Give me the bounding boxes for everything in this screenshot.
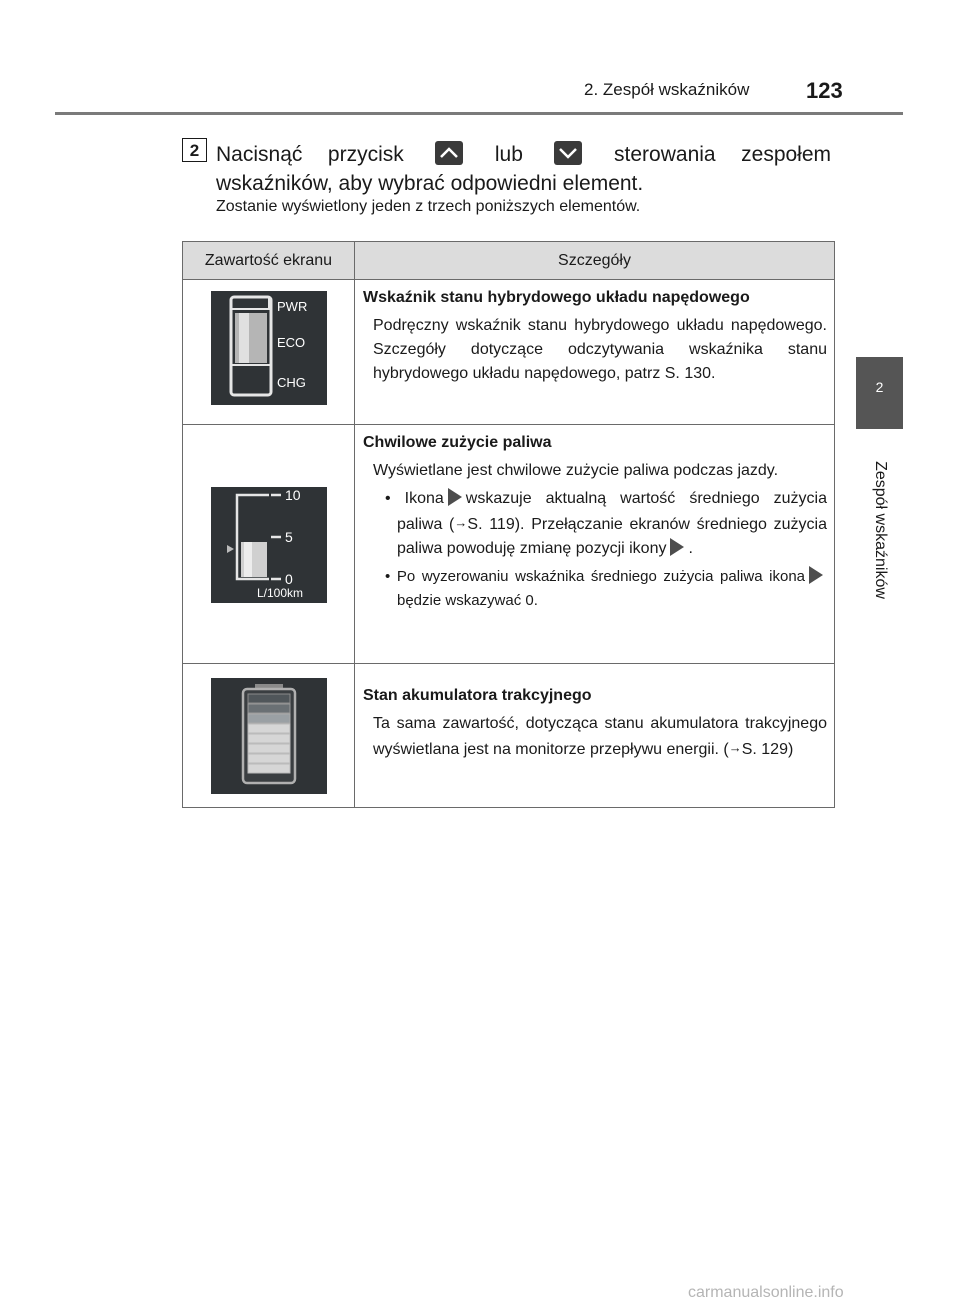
- triangle-marker-icon: [670, 538, 684, 556]
- bullet-item: [363, 565, 827, 613]
- unit-label: L/100km: [256, 586, 303, 600]
- bullet-text: Ikona: [404, 490, 444, 507]
- row-title: Wskaźnik stanu hybrydowego układu napędowego: [363, 289, 750, 306]
- watermark: carmanualsonline.info: [688, 1284, 844, 1301]
- page-number: 123: [806, 78, 843, 103]
- content-table: [182, 241, 835, 808]
- image-cell: [183, 664, 355, 808]
- description-text: Ta sama zawartość, dotycząca stanu akumulatora trakcyjnego wyświetlana jest na monitorze przepływu energii. (: [373, 715, 827, 758]
- triangle-marker-icon: [809, 566, 823, 584]
- hybrid-indicator-screen: [211, 291, 327, 405]
- scale-mid-label: 5: [284, 529, 293, 545]
- row-description: Podręczny wskaźnik stanu hybrydowego układu napędowego. Szczegóły dotyczące odczytywania wskaźnika stanu hybrydowego układu napędowego, patrz S. 130.: [373, 317, 827, 382]
- table-row: [183, 664, 835, 808]
- details-cell: [355, 280, 835, 425]
- scale-bottom-label: 0: [284, 571, 293, 587]
- pwr-label: PWR: [276, 299, 307, 314]
- scale-top-label: 10: [284, 487, 301, 503]
- chapter-tab: 2: [856, 357, 903, 429]
- image-cell: [183, 280, 355, 425]
- step-text-middle: lub: [494, 143, 523, 166]
- arrow-icon: →: [454, 515, 468, 530]
- header-details: Szczegóły: [355, 242, 835, 280]
- bullet-text: wskazuje aktualną wartość średniego zużycia paliwa (: [397, 490, 827, 533]
- header-screen-content: Zawartość ekranu: [183, 242, 355, 280]
- table-row: [183, 425, 835, 664]
- step-text-after: sterowania zespołem wskaźników, aby wybrać odpowiedni element.: [216, 143, 832, 195]
- bullet-dot: •: [385, 568, 391, 585]
- eco-label: ECO: [276, 335, 305, 350]
- table-header-row: [183, 242, 835, 280]
- bullet-text: .: [688, 540, 693, 557]
- row-title: Chwilowe zużycie paliwa: [363, 434, 552, 451]
- bullet-text: Po wyzerowaniu wskaźnika średniego zużycia paliwa ikona: [396, 568, 806, 585]
- fuel-consumption-screen: [211, 487, 327, 603]
- table-row: [183, 280, 835, 425]
- step-number: 2: [182, 138, 207, 162]
- bullet-text: S. 119). Przełączanie ekranów średniego zużycia paliwa powoduję zmianę pozycji ikony: [397, 516, 827, 557]
- step-instruction: [216, 140, 831, 198]
- image-cell: [183, 425, 355, 664]
- arrow-icon: →: [728, 740, 742, 755]
- header-divider: [55, 112, 903, 115]
- chevron-down-icon: [554, 141, 582, 165]
- traction-battery-screen: [211, 678, 327, 794]
- row-description: [363, 712, 827, 762]
- row-title: Stan akumulatora trakcyjnego: [363, 687, 592, 704]
- details-cell: [355, 664, 835, 808]
- description-text: S. 129): [741, 741, 794, 758]
- bullet-text: będzie wskazywać 0.: [397, 592, 538, 609]
- row-description: Wyświetlane jest chwilowe zużycie paliwa podczas jazdy.: [373, 462, 779, 479]
- chapter-label: Zespół wskaźników: [872, 461, 889, 599]
- section-title: 2. Zespół wskaźników: [584, 80, 750, 99]
- step-note: Zostanie wyświetlony jeden z trzech poniższych elementów.: [216, 198, 641, 215]
- bullet-dot: •: [385, 490, 391, 507]
- details-cell: [355, 425, 835, 664]
- bullet-item: [363, 487, 827, 561]
- chg-label: CHG: [276, 375, 306, 390]
- chevron-up-icon: [435, 141, 463, 165]
- step-text-before: Nacisnąć przycisk: [216, 143, 404, 166]
- triangle-marker-icon: [448, 488, 462, 506]
